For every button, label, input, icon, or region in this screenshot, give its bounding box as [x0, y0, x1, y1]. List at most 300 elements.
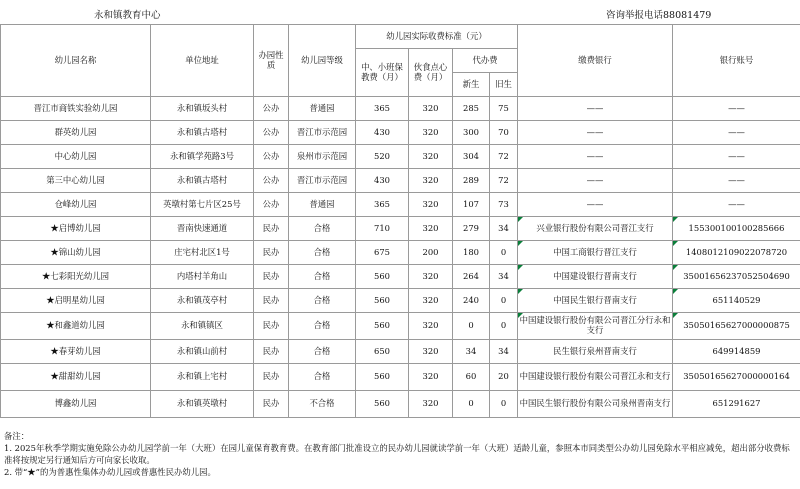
cell-grade-text: 合格: [313, 320, 331, 331]
cell-care-fee-text: 560: [374, 371, 390, 382]
cell-nature: [254, 364, 289, 391]
cell-care-fee-text: 560: [374, 320, 390, 331]
cell-name-text: ★锦山幼儿园: [50, 246, 101, 257]
cell-old-text: 34: [498, 222, 509, 233]
cell-address-text: 永和镇学苑路3号: [170, 150, 234, 161]
cell-grade: [289, 121, 356, 145]
cell-meal-fee: [409, 145, 453, 169]
cell-nature: [254, 169, 289, 193]
cell-care-fee: [356, 340, 409, 364]
cell-new-text: 0: [468, 398, 474, 409]
cell-address-text: 永和镇上宅村: [176, 371, 228, 382]
cell-nature-text: 民办: [262, 320, 280, 331]
cell-bank-text: ——: [586, 150, 604, 161]
col-header-nature: 办园性质: [254, 25, 289, 97]
cell-account: [673, 289, 800, 313]
fee-table: [0, 24, 800, 418]
cell-address: [151, 364, 254, 391]
cell-name-text: 群英幼儿园: [54, 126, 97, 137]
cell-bank: [518, 391, 673, 418]
cell-old: [490, 121, 518, 145]
table-row: [1, 169, 800, 193]
cell-bank: [518, 340, 673, 364]
cell-meal-fee: [409, 364, 453, 391]
cell-grade-text: 合格: [313, 294, 331, 305]
cell-new: [453, 391, 490, 418]
cell-new: [453, 340, 490, 364]
cell-name: [1, 364, 151, 391]
cell-bank-text: 中国民生银行晋南支行: [553, 294, 637, 305]
cell-old-text: 72: [498, 150, 509, 161]
cell-address-text: 永和镇英墩村: [176, 398, 228, 409]
cell-nature-text: 民办: [262, 371, 280, 382]
cell-nature-text: 民办: [262, 246, 280, 257]
cell-account: [673, 265, 800, 289]
comment-marker-icon: [518, 241, 523, 246]
cell-care-fee: [356, 97, 409, 121]
table-body: [1, 97, 800, 418]
cell-address: [151, 265, 254, 289]
cell-new: [453, 217, 490, 241]
cell-new: [453, 121, 490, 145]
cell-meal-fee: [409, 169, 453, 193]
comment-marker-icon: [518, 313, 523, 318]
cell-account-text: 35050165627000000164: [683, 371, 790, 382]
cell-grade: [289, 217, 356, 241]
cell-account-text: ——: [728, 198, 745, 209]
cell-new-text: 279: [463, 222, 479, 233]
cell-bank-text: 中国建设银行股份有限公司晋江永和支行: [519, 371, 671, 382]
cell-name-text: 博鑫幼儿园: [54, 398, 97, 409]
cell-grade-text: 晋江市示范园: [296, 174, 348, 185]
cell-nature: [254, 97, 289, 121]
comment-marker-icon: [673, 217, 678, 222]
cell-account-text: 35001656237052504690: [683, 270, 790, 281]
cell-bank: [518, 97, 673, 121]
cell-account-text: 155300100100285666: [688, 222, 785, 233]
cell-account-text: ——: [728, 126, 745, 137]
cell-care-fee-text: 430: [374, 126, 390, 137]
cell-meal-fee-text: 320: [422, 126, 439, 137]
col-header-agency: 代办费: [453, 49, 518, 73]
cell-grade: [289, 340, 356, 364]
cell-care-fee: [356, 364, 409, 391]
notes-section: [4, 430, 796, 478]
cell-account-text: ——: [728, 150, 745, 161]
cell-account: [673, 364, 800, 391]
cell-name: [1, 313, 151, 340]
cell-new: [453, 145, 490, 169]
col-header-old: 旧生: [490, 73, 518, 97]
table-row: [1, 193, 800, 217]
cell-address-text: 晋南快速通道: [176, 222, 228, 233]
table-row: [1, 364, 800, 391]
cell-nature: [254, 217, 289, 241]
cell-new: [453, 169, 490, 193]
cell-name-text: 第三中心幼儿园: [46, 174, 105, 185]
col-header-meal-fee: 伙食点心费（月）: [409, 49, 453, 97]
cell-name: [1, 193, 151, 217]
cell-account: [673, 313, 800, 340]
cell-account-text: ——: [728, 174, 745, 185]
cell-nature-text: 公办: [262, 198, 280, 209]
cell-old-text: 34: [498, 270, 509, 281]
cell-old: [490, 313, 518, 340]
cell-name-text: ★春芽幼儿园: [50, 345, 101, 356]
cell-new-text: 289: [463, 174, 479, 185]
cell-grade: [289, 193, 356, 217]
table-row: [1, 241, 800, 265]
cell-care-fee-text: 710: [374, 222, 390, 233]
cell-care-fee-text: 560: [374, 398, 390, 409]
cell-old: [490, 145, 518, 169]
cell-nature-text: 公办: [262, 150, 280, 161]
cell-old-text: 72: [498, 174, 509, 185]
top-bar: [0, 0, 800, 24]
table-row: [1, 289, 800, 313]
cell-new-text: 300: [463, 126, 479, 137]
cell-care-fee-text: 650: [374, 345, 390, 356]
cell-meal-fee: [409, 313, 453, 340]
cell-nature: [254, 391, 289, 418]
cell-old-text: 73: [498, 198, 509, 209]
cell-account: [673, 340, 800, 364]
cell-meal-fee-text: 320: [422, 102, 439, 113]
cell-bank-text: 兴业银行股份有限公司晋江支行: [536, 222, 654, 233]
cell-meal-fee-text: 320: [422, 150, 439, 161]
cell-old-text: 75: [498, 102, 509, 113]
cell-meal-fee: [409, 193, 453, 217]
cell-account-text: 649914859: [712, 345, 761, 356]
cell-name-text: 中心幼儿园: [54, 150, 97, 161]
cell-new: [453, 364, 490, 391]
cell-meal-fee: [409, 391, 453, 418]
cell-grade: [289, 145, 356, 169]
col-header-name: 幼儿园名称: [1, 25, 151, 97]
cell-meal-fee-text: 320: [422, 345, 439, 356]
cell-account-text: 35050165627000000875: [683, 320, 790, 331]
cell-meal-fee-text: 320: [422, 174, 439, 185]
cell-nature-text: 民办: [262, 222, 280, 233]
cell-grade-text: 普通园: [309, 198, 335, 209]
cell-care-fee: [356, 289, 409, 313]
cell-meal-fee: [409, 97, 453, 121]
cell-grade-text: 泉州市示范园: [296, 150, 348, 161]
cell-care-fee: [356, 265, 409, 289]
cell-new-text: 107: [463, 198, 479, 209]
cell-address: [151, 340, 254, 364]
cell-address: [151, 241, 254, 265]
cell-address: [151, 289, 254, 313]
cell-care-fee-text: 675: [374, 246, 390, 257]
cell-old-text: 0: [500, 398, 507, 409]
cell-name: [1, 265, 151, 289]
cell-account-text: ——: [728, 102, 745, 113]
cell-new-text: 60: [465, 371, 477, 382]
cell-new-text: 0: [468, 320, 474, 331]
cell-care-fee-text: 560: [374, 270, 390, 281]
cell-name: [1, 169, 151, 193]
cell-nature: [254, 241, 289, 265]
cell-nature-text: 公办: [262, 102, 280, 113]
cell-care-fee-text: 430: [374, 174, 390, 185]
cell-old-text: 70: [498, 126, 509, 137]
notes-line-1: 1. 2025年秋季学期实施免除公办幼儿园学前一年（大班）在园儿童保育教育费。在教育部门批准设立的民办幼儿园就读学前一年（大班）适龄儿童，参照本市同类型公办幼儿园免除水平相应减免，超出部分收费标准将按规定另行通知后方可向家长收取。: [4, 443, 790, 465]
cell-care-fee: [356, 217, 409, 241]
cell-bank: [518, 217, 673, 241]
cell-name: [1, 391, 151, 418]
cell-bank: [518, 241, 673, 265]
cell-new: [453, 313, 490, 340]
cell-grade-text: 合格: [313, 270, 331, 281]
cell-meal-fee: [409, 121, 453, 145]
cell-care-fee: [356, 145, 409, 169]
cell-grade: [289, 364, 356, 391]
cell-name-text: ★甜甜幼儿园: [50, 371, 101, 382]
comment-marker-icon: [673, 241, 678, 246]
cell-bank-text: ——: [586, 126, 604, 137]
cell-grade-text: 晋江市示范园: [296, 126, 348, 137]
table-row: [1, 313, 800, 340]
cell-address: [151, 193, 254, 217]
cell-old-text: 34: [498, 345, 509, 356]
cell-grade: [289, 391, 356, 418]
comment-marker-icon: [673, 289, 678, 294]
cell-name-text: ★启明星幼儿园: [46, 294, 105, 305]
cell-bank-text: 中国民生银行股份有限公司泉州晋南支行: [519, 398, 671, 409]
table-row: [1, 391, 800, 418]
cell-old: [490, 340, 518, 364]
cell-meal-fee: [409, 289, 453, 313]
cell-nature-text: 民办: [262, 345, 280, 356]
cell-grade: [289, 265, 356, 289]
cell-care-fee: [356, 391, 409, 418]
table-row: [1, 121, 800, 145]
comment-marker-icon: [673, 265, 678, 270]
col-header-care-fee: 中、小班保教费（月）: [356, 49, 409, 97]
cell-care-fee: [356, 313, 409, 340]
cell-grade-text: 合格: [313, 246, 331, 257]
cell-address-text: 永和镇坂头村: [176, 102, 228, 113]
cell-bank: [518, 313, 673, 340]
cell-meal-fee: [409, 217, 453, 241]
cell-bank: [518, 364, 673, 391]
comment-marker-icon: [673, 313, 678, 318]
cell-new-text: 34: [465, 345, 477, 356]
cell-grade: [289, 241, 356, 265]
cell-account: [673, 217, 800, 241]
cell-new-text: 304: [463, 150, 479, 161]
notes-line-2: 2. 带“★”的为普惠性集体办幼儿园或普惠性民办幼儿园。: [4, 467, 216, 477]
cell-grade-text: 合格: [313, 345, 331, 356]
cell-account: [673, 169, 800, 193]
cell-old: [490, 97, 518, 121]
cell-bank-text: 中国建设银行股份有限公司晋江分行永和支行: [519, 315, 671, 335]
cell-old-text: 20: [498, 371, 509, 382]
cell-account-text: 651140529: [712, 294, 761, 305]
cell-address-text: 永和镇古塔村: [176, 126, 228, 137]
cell-meal-fee-text: 320: [422, 371, 439, 382]
cell-care-fee-text: 520: [374, 150, 390, 161]
cell-meal-fee-text: 320: [422, 320, 439, 331]
cell-grade-text: 不合格: [309, 398, 335, 409]
comment-marker-icon: [518, 289, 523, 294]
cell-old: [490, 241, 518, 265]
cell-old-text: 0: [500, 320, 507, 331]
cell-nature: [254, 193, 289, 217]
cell-account: [673, 121, 800, 145]
cell-new: [453, 97, 490, 121]
cell-account: [673, 391, 800, 418]
col-header-bank: 缴费银行: [518, 25, 673, 97]
cell-nature: [254, 265, 289, 289]
cell-grade: [289, 289, 356, 313]
cell-care-fee-text: 365: [374, 102, 390, 113]
cell-nature-text: 民办: [262, 294, 280, 305]
cell-grade: [289, 169, 356, 193]
cell-new-text: 285: [463, 102, 479, 113]
cell-care-fee: [356, 241, 409, 265]
notes-title: 备注：: [4, 431, 30, 441]
cell-address: [151, 121, 254, 145]
cell-bank: [518, 265, 673, 289]
cell-nature-text: 公办: [262, 126, 280, 137]
cell-care-fee: [356, 193, 409, 217]
cell-new-text: 240: [463, 294, 479, 305]
cell-address-text: 永和镇山前村: [176, 345, 228, 356]
cell-account: [673, 97, 800, 121]
cell-nature-text: 民办: [262, 270, 280, 281]
cell-care-fee: [356, 169, 409, 193]
cell-address-text: 英墩村第七片区25号: [163, 198, 241, 209]
cell-new: [453, 289, 490, 313]
cell-old-text: 0: [500, 294, 507, 305]
cell-bank-text: 中国建设银行晋南支行: [553, 270, 637, 281]
table-row: [1, 340, 800, 364]
cell-bank-text: 中国工商银行晋江支行: [553, 246, 637, 257]
org-name: 永和镇教育中心: [94, 10, 161, 21]
table-row: [1, 145, 800, 169]
cell-name-text: 仓峰幼儿园: [54, 198, 97, 209]
col-header-grade: 幼儿园等级: [289, 25, 356, 97]
cell-bank: [518, 145, 673, 169]
cell-bank-text: ——: [586, 174, 604, 185]
cell-address-text: 永和镇古塔村: [176, 174, 228, 185]
cell-address: [151, 145, 254, 169]
cell-address-text: 永和镇茂亭村: [176, 294, 228, 305]
cell-account: [673, 241, 800, 265]
col-header-address: 单位地址: [151, 25, 254, 97]
cell-bank-text: ——: [586, 102, 604, 113]
cell-old: [490, 364, 518, 391]
cell-meal-fee-text: 320: [422, 398, 439, 409]
cell-name-text: 晋江市商铁实验幼儿园: [33, 102, 118, 113]
cell-name: [1, 340, 151, 364]
cell-name: [1, 121, 151, 145]
cell-meal-fee-text: 200: [422, 246, 439, 257]
cell-nature-text: 公办: [262, 174, 280, 185]
cell-nature: [254, 121, 289, 145]
cell-name: [1, 241, 151, 265]
cell-nature: [254, 313, 289, 340]
cell-address: [151, 217, 254, 241]
cell-nature-text: 民办: [262, 398, 280, 409]
cell-care-fee-text: 560: [374, 294, 390, 305]
cell-care-fee: [356, 121, 409, 145]
cell-address: [151, 313, 254, 340]
cell-name-text: ★和鑫道幼儿园: [46, 320, 105, 331]
cell-account-text: 651291627: [712, 398, 761, 409]
cell-nature: [254, 340, 289, 364]
cell-address: [151, 169, 254, 193]
cell-nature: [254, 145, 289, 169]
cell-new: [453, 265, 490, 289]
cell-grade-text: 合格: [313, 371, 331, 382]
cell-old-text: 0: [500, 246, 507, 257]
cell-nature: [254, 289, 289, 313]
cell-meal-fee-text: 320: [422, 270, 439, 281]
cell-name: [1, 145, 151, 169]
cell-address-text: 庄宅村北区1号: [174, 246, 230, 257]
cell-old: [490, 289, 518, 313]
comment-marker-icon: [518, 265, 523, 270]
hotline-text: 咨询举报电话88081479: [606, 10, 712, 21]
comment-marker-icon: [518, 217, 523, 222]
cell-bank-text: 民生银行泉州晋南支行: [553, 345, 637, 356]
cell-address-text: 内塔村羊角山: [176, 270, 228, 281]
col-header-fee-group: 幼儿园实际收费标准（元）: [356, 25, 518, 49]
cell-new-text: 264: [463, 270, 479, 281]
cell-bank: [518, 169, 673, 193]
cell-grade-text: 合格: [313, 222, 331, 233]
cell-address: [151, 391, 254, 418]
cell-new: [453, 193, 490, 217]
table-row: [1, 265, 800, 289]
table-row: [1, 217, 800, 241]
cell-old: [490, 265, 518, 289]
cell-name-text: ★七彩阳光幼儿园: [42, 270, 109, 281]
cell-old: [490, 217, 518, 241]
cell-bank: [518, 289, 673, 313]
cell-name: [1, 289, 151, 313]
cell-name: [1, 217, 151, 241]
cell-new-text: 180: [463, 246, 479, 257]
cell-old: [490, 193, 518, 217]
cell-old: [490, 169, 518, 193]
table-row: [1, 97, 800, 121]
cell-bank: [518, 121, 673, 145]
cell-old: [490, 391, 518, 418]
cell-account-text: 1408012109022078720: [685, 246, 788, 257]
col-header-account: 银行账号: [673, 25, 800, 97]
col-header-new: 新生: [453, 73, 490, 97]
cell-address-text: 永和镇镇区: [181, 320, 223, 331]
cell-care-fee-text: 365: [374, 198, 390, 209]
cell-grade: [289, 313, 356, 340]
cell-meal-fee-text: 320: [422, 294, 439, 305]
cell-meal-fee-text: 320: [422, 198, 439, 209]
cell-name: [1, 97, 151, 121]
cell-bank: [518, 193, 673, 217]
cell-name-text: ★启博幼儿园: [50, 222, 101, 233]
cell-bank-text: ——: [586, 198, 604, 209]
cell-new: [453, 241, 490, 265]
cell-account: [673, 193, 800, 217]
cell-meal-fee: [409, 265, 453, 289]
cell-meal-fee: [409, 241, 453, 265]
cell-address: [151, 97, 254, 121]
cell-account: [673, 145, 800, 169]
